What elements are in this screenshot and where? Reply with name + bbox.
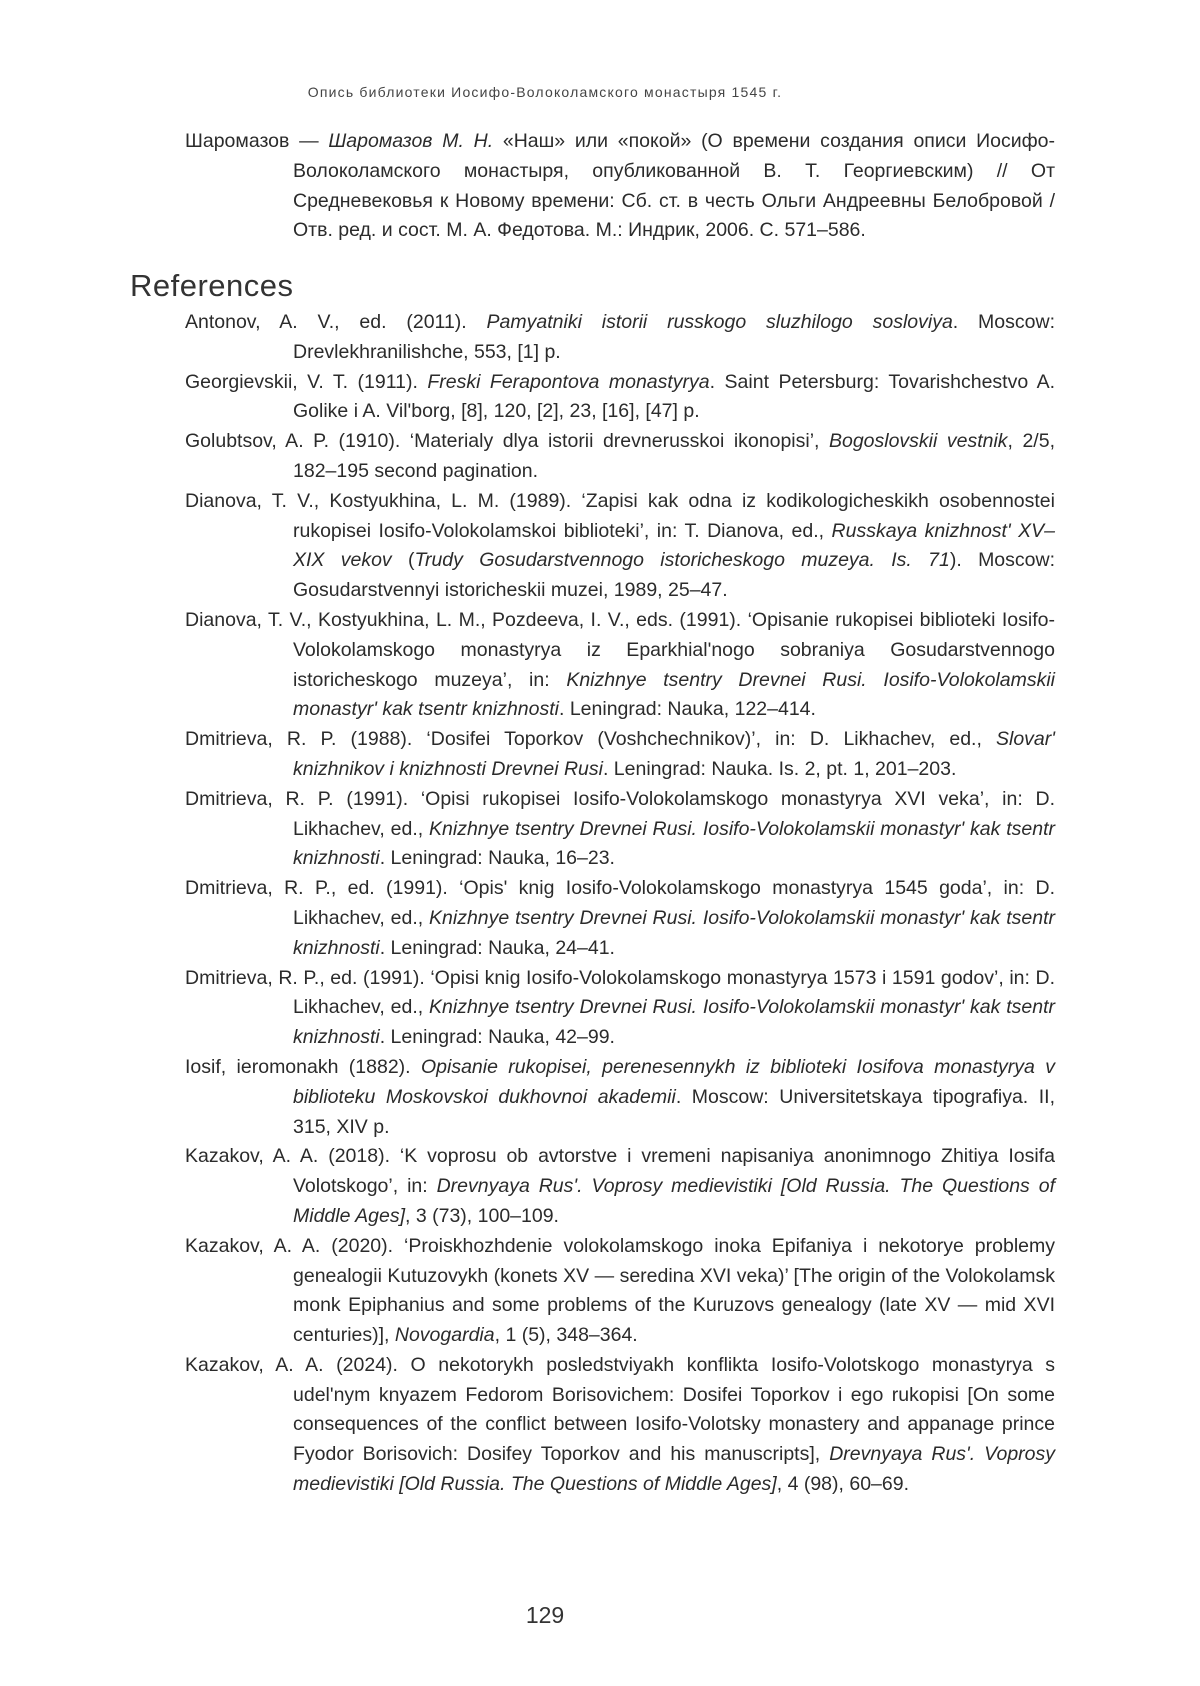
reference-text: Kazakov, A. A. (2018). ‘K voprosu ob avtorstve i vremeni napisaniya anonimnogo Zhitiya Iosifa Volotskogo’, in: <box>185 1145 1055 1197</box>
reference-title-italic: Russkaya knizhnost' XV–XIX vekov <box>293 520 1055 572</box>
reference-text: . Leningrad: Nauka, 42–99. <box>380 1026 615 1048</box>
reference-title-italic: Шаромазов М. Н. <box>328 130 493 152</box>
reference-text: , 2/5, 182–195 second pagination. <box>293 430 1055 482</box>
reference-entry <box>185 487 1055 606</box>
running-head: Опись библиотеки Иосифо-Волоколамского монастыря 1545 г. <box>0 84 1090 100</box>
reference-title-italic: Drevnyaya Rus'. Voprosy medievistiki [Old Russia. The Questions of Middle Ages] <box>293 1175 1055 1227</box>
reference-text: . Leningrad: Nauka, 122–414. <box>559 698 816 720</box>
reference-text: Шаромазов — <box>185 130 328 152</box>
reference-title-italic: Slovar' knizhnikov i knizhnosti Drevnei Rusi <box>293 728 1055 780</box>
reference-entry <box>185 1351 1055 1500</box>
reference-entry <box>185 368 1055 428</box>
references-heading: References <box>130 268 294 304</box>
reference-entry <box>185 1053 1055 1142</box>
reference-text: . Saint Petersburg: Tovarishchestvo A. Golike i A. Vil'borg, [8], 120, [2], 23, [16], [47] p. <box>293 371 1055 423</box>
reference-text: , 1 (5), 348–364. <box>495 1324 638 1346</box>
reference-entry <box>185 785 1055 874</box>
reference-text: Dianova, T. V., Kostyukhina, L. M. (1989). ‘Zapisi kak odna iz kodikologicheskikh osobennostei rukopisei Iosifo-Volokolamskoi biblioteki’, in: T. Dianova, ed., <box>185 490 1055 542</box>
reference-text: ). Moscow: Gosudarstvennyi istoricheskii muzei, 1989, 25–47. <box>293 549 1055 601</box>
reference-text: Dmitrieva, R. P. (1988). ‘Dosifei Toporkov (Voshchechnikov)’, in: D. Likhachev, ed., <box>185 728 996 750</box>
reference-title-italic: Knizhnye tsentry Drevnei Rusi. Iosifo-Volokolamskii monastyr' kak tsentr knizhnosti <box>293 669 1055 721</box>
reference-title-italic: Freski Ferapontova monastyrya <box>427 371 709 393</box>
reference-title-italic: Novogardia <box>395 1324 495 1346</box>
reference-text: . Moscow: Drevlekhranilishche, 553, [1] p. <box>293 311 1055 363</box>
reference-text: Golubtsov, A. P. (1910). ‘Materialy dlya istorii drevnerusskoi ikonopisi’, <box>185 430 829 452</box>
reference-title-italic: Bogoslovskii vestnik <box>829 430 1008 452</box>
reference-text: Dianova, T. V., Kostyukhina, L. M., Pozdeeva, I. V., eds. (1991). ‘Opisanie rukopisei biblioteki Iosifo-Volokolamskogo monastyrya iz Eparkhial'nogo sobraniya Gosudarstvennogo istoricheskogo muzeya’, in: <box>185 609 1055 691</box>
reference-text: . Leningrad: Nauka, 24–41. <box>380 937 615 959</box>
reference-title-italic: Knizhnye tsentry Drevnei Rusi. Iosifo-Volokolamskii monastyr' kak tsentr knizhnosti <box>293 818 1055 870</box>
bibliography-abbreviations <box>185 127 1055 246</box>
reference-text: «Наш» или «покой» (О времени создания описи Иосифо-Волоколамского монастыря, опубликованной В. Т. Георгиевским) // От Средневековья к Новому времени: Сб. ст. в честь Ольги Андреевны Белобровой / Отв. ред. и сост. М. А. Федотова. М.: Индрик, 2006. С. 571–586. <box>293 130 1055 241</box>
reference-entry <box>185 427 1055 487</box>
reference-entry <box>185 964 1055 1053</box>
reference-text: Dmitrieva, R. P., ed. (1991). ‘Opis' knig Iosifo-Volokolamskogo monastyrya 1545 goda’, in: D. Likhachev, ed., <box>185 877 1055 929</box>
reference-title-italic: Knizhnye tsentry Drevnei Rusi. Iosifo-Volokolamskii monastyr' kak tsentr knizhnosti <box>293 996 1055 1048</box>
reference-entry <box>185 606 1055 725</box>
reference-text: . Moscow: Universitetskaya tipografiya. II, 315, XIV p. <box>293 1086 1055 1138</box>
reference-entry <box>185 1142 1055 1231</box>
page-number: 129 <box>0 1602 1090 1629</box>
references-list <box>185 308 1055 1500</box>
reference-text: Antonov, A. V., ed. (2011). <box>185 311 487 333</box>
reference-title-italic: Knizhnye tsentry Drevnei Rusi. Iosifo-Volokolamskii monastyr' kak tsentr knizhnosti <box>293 907 1055 959</box>
reference-text: Kazakov, A. A. (2024). O nekotorykh posledstviyakh konflikta Iosifo-Volotskogo monastyrya s udel'nym knyazem Fedorom Borisovichem: Dosifei Toporkov i ego rukopisi [On some consequences of the conflict between Iosifo-Volotsky monastery and appanage prince Fyodor Borisovich: Dosifey Toporkov and his manuscripts], <box>185 1354 1055 1465</box>
reference-title-italic: Opisanie rukopisei, perenesennykh iz biblioteki Iosifova monastyrya v biblioteku Moskovskoi dukhovnoi akademii <box>293 1056 1055 1108</box>
reference-title-italic: Drevnyaya Rus'. Voprosy medievistiki [Old Russia. The Questions of Middle Ages] <box>293 1443 1055 1495</box>
reference-entry <box>185 1232 1055 1351</box>
reference-text: Iosif, ieromonakh (1882). <box>185 1056 421 1078</box>
reference-title-italic: Pamyatniki istorii russkogo sluzhilogo sosloviya <box>487 311 953 333</box>
reference-text: , 4 (98), 60–69. <box>777 1473 909 1495</box>
reference-entry <box>185 874 1055 963</box>
reference-text: Dmitrieva, R. P. (1991). ‘Opisi rukopisei Iosifo-Volokolamskogo monastyrya XVI veka’, in: D. Likhachev, ed., <box>185 788 1055 840</box>
reference-entry <box>185 725 1055 785</box>
reference-text: Georgievskii, V. T. (1911). <box>185 371 427 393</box>
reference-text: ( <box>392 549 415 571</box>
reference-title-italic: Trudy Gosudarstvennogo istoricheskogo muzeya. Is. 71 <box>415 549 950 571</box>
reference-entry <box>185 308 1055 368</box>
reference-entry <box>185 127 1055 246</box>
reference-text: . Leningrad: Nauka. Is. 2, pt. 1, 201–203. <box>603 758 956 780</box>
reference-text: , 3 (73), 100–109. <box>405 1205 559 1227</box>
reference-text: . Leningrad: Nauka, 16–23. <box>380 847 615 869</box>
reference-text: Dmitrieva, R. P., ed. (1991). ‘Opisi knig Iosifo-Volokolamskogo monastyrya 1573 i 1591 godov’, in: D. Likhachev, ed., <box>185 967 1055 1019</box>
reference-text: Kazakov, A. A. (2020). ‘Proiskhozhdenie volokolamskogo inoka Epifaniya i nekotorye problemy genealogii Kutuzovykh (konets XV — seredina XVI veka)’ [The origin of the Volokolamsk monk Epiphanius and some problems of the Kuruzovs genealogy (late XV — mid XVI centuries)], <box>185 1235 1055 1346</box>
